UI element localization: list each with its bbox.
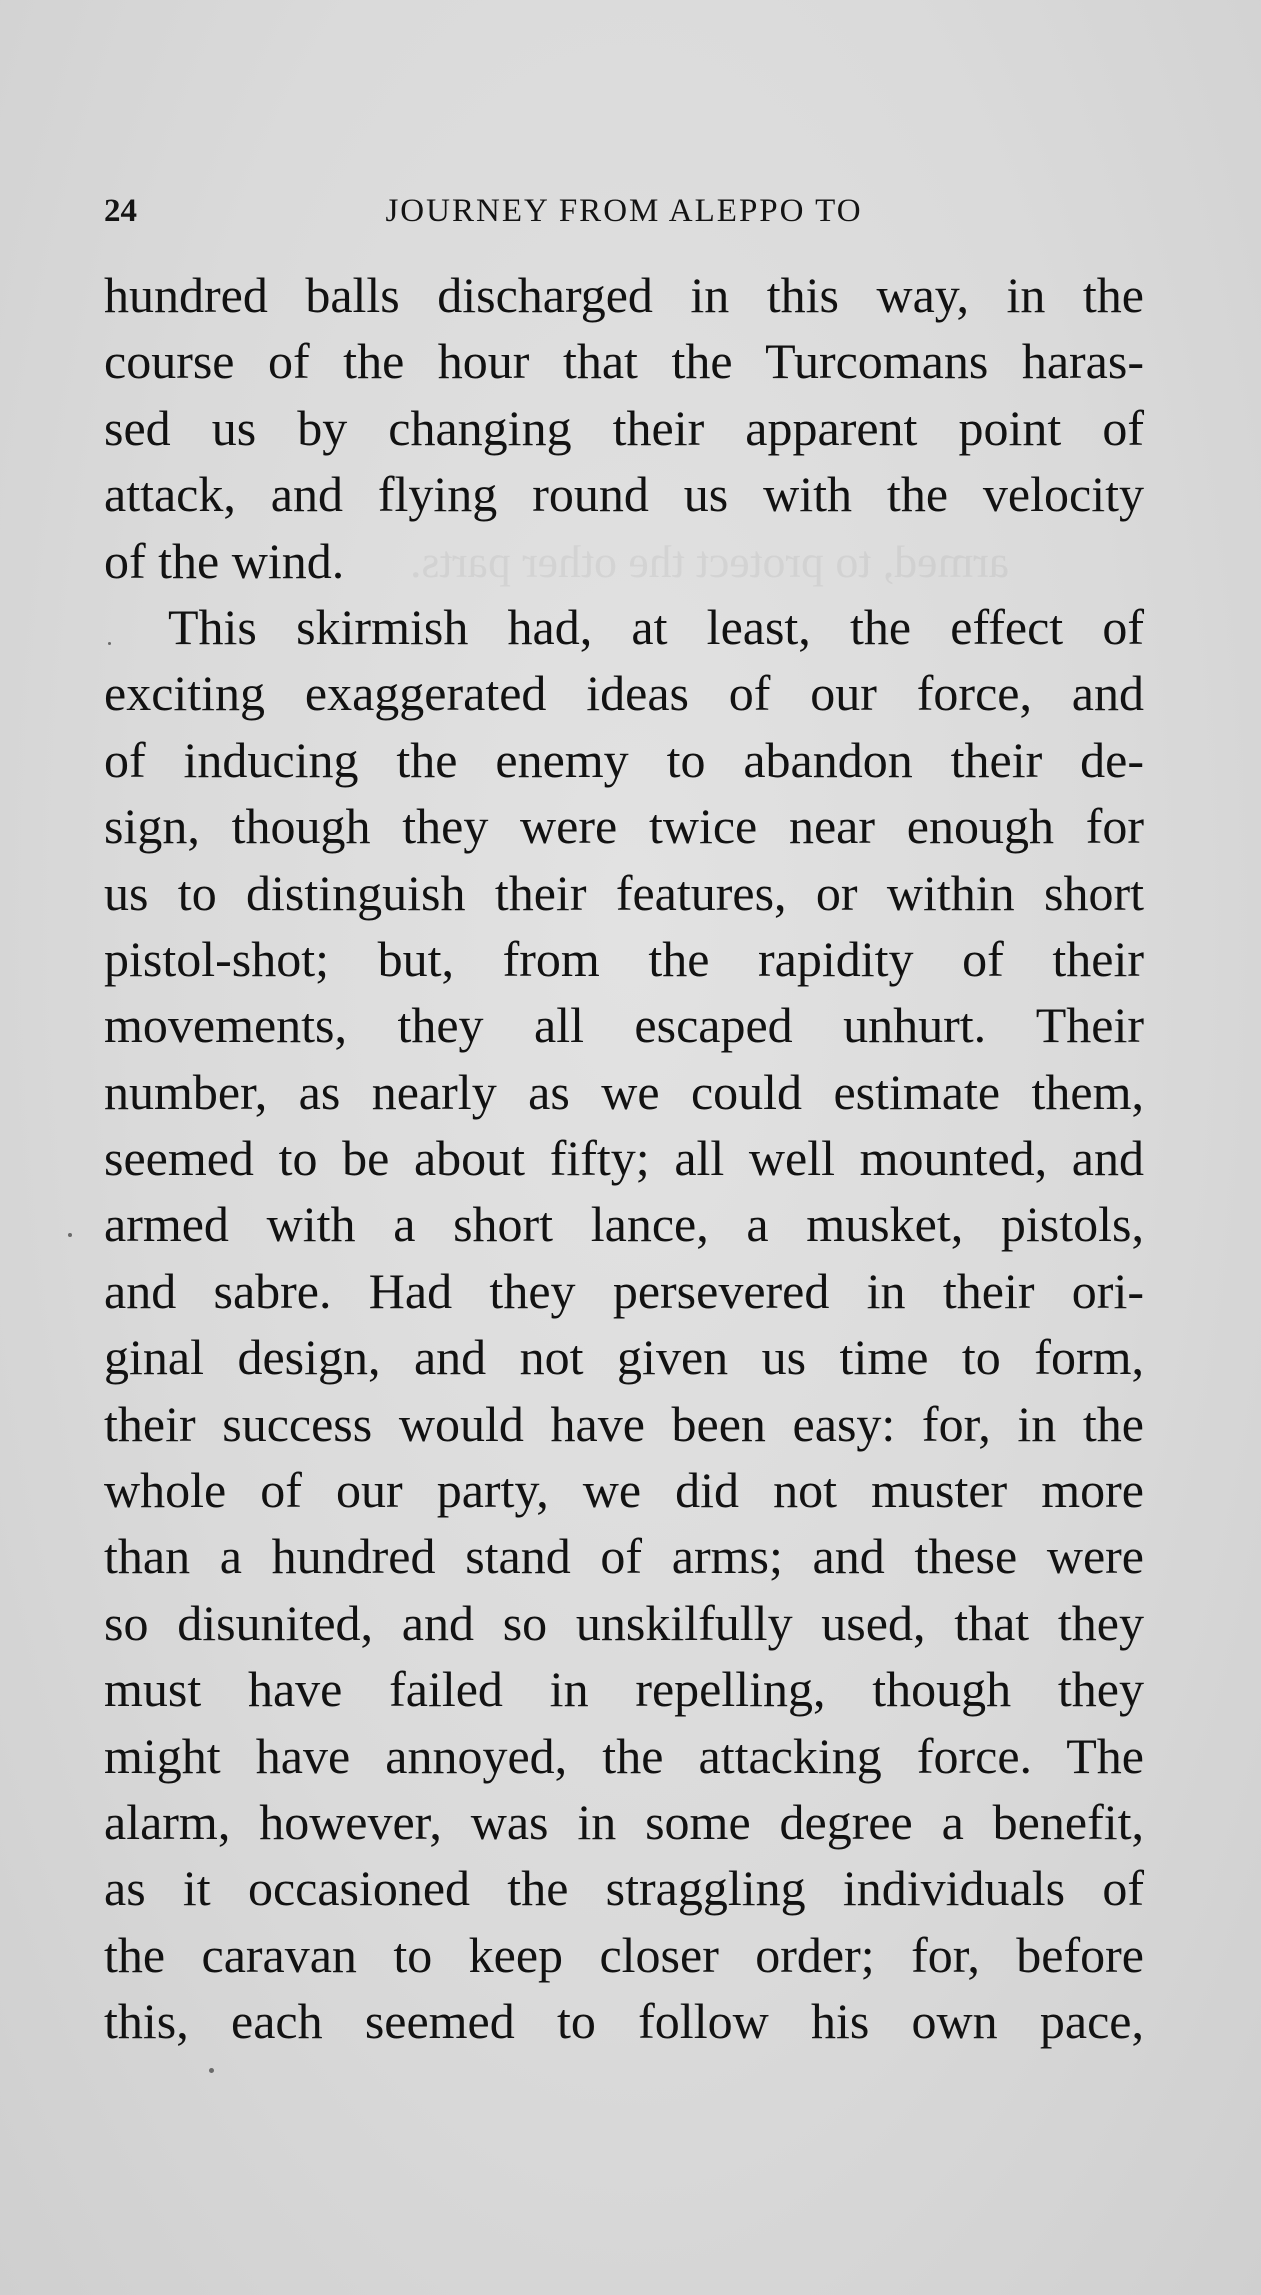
text-line: This skirmish had, at least, the effect of: [168, 598, 1144, 655]
ink-speck: [108, 642, 111, 645]
text-line: course of the hour that the Turcomans haras-: [104, 333, 1144, 390]
page-number: 24: [104, 193, 137, 229]
ink-speck: [68, 1233, 72, 1237]
text-line: their success would have been easy: for, in the: [104, 1395, 1144, 1452]
text-line: movements, they all escaped unhurt. Their: [104, 997, 1144, 1054]
text-line: pistol-shot; but, from the rapidity of their: [104, 930, 1144, 987]
page-header: [104, 193, 1144, 245]
text-line: so disunited, and so unskilfully used, that they: [104, 1594, 1144, 1651]
text-line: than a hundred stand of arms; and these were: [104, 1528, 1144, 1585]
text-line: as it occasioned the straggling individuals of: [104, 1860, 1144, 1917]
text-line: sign, though they were twice near enough for: [104, 798, 1144, 855]
ink-speck: [209, 2068, 214, 2073]
text-line: armed with a short lance, a musket, pistols,: [104, 1196, 1144, 1253]
text-line: attack, and flying round us with the velocity: [104, 466, 1144, 523]
text-line: must have failed in repelling, though they: [104, 1661, 1144, 1718]
text-line: whole of our party, we did not muster more: [104, 1462, 1144, 1519]
text-line: exciting exaggerated ideas of our force, and: [104, 665, 1144, 722]
text-line: number, as nearly as we could estimate them,: [104, 1063, 1144, 1120]
text-line: of the wind.: [104, 532, 345, 589]
body-text: [104, 262, 1144, 2055]
text-line: us to distinguish their features, or within short: [104, 864, 1144, 921]
text-line: sed us by changing their apparent point of: [104, 399, 1144, 456]
text-line: the caravan to keep closer order; for, before: [104, 1926, 1144, 1983]
show-through-text: armed, to protect the other parts.: [410, 536, 1010, 587]
text-line: ginal design, and not given us time to form,: [104, 1329, 1144, 1386]
running-head: JOURNEY FROM ALEPPO TO: [385, 193, 863, 229]
text-line: this, each seemed to follow his own pace,: [104, 1993, 1144, 2050]
text-line: and sabre. Had they persevered in their ori-: [104, 1262, 1144, 1319]
text-line: seemed to be about fifty; all well mounted, and: [104, 1130, 1144, 1187]
text-line: might have annoyed, the attacking force. The: [104, 1727, 1144, 1784]
text-line: hundred balls discharged in this way, in the: [104, 267, 1144, 323]
text-line: alarm, however, was in some degree a benefit,: [104, 1793, 1144, 1850]
text-line: of inducing the enemy to abandon their de-: [104, 731, 1144, 788]
